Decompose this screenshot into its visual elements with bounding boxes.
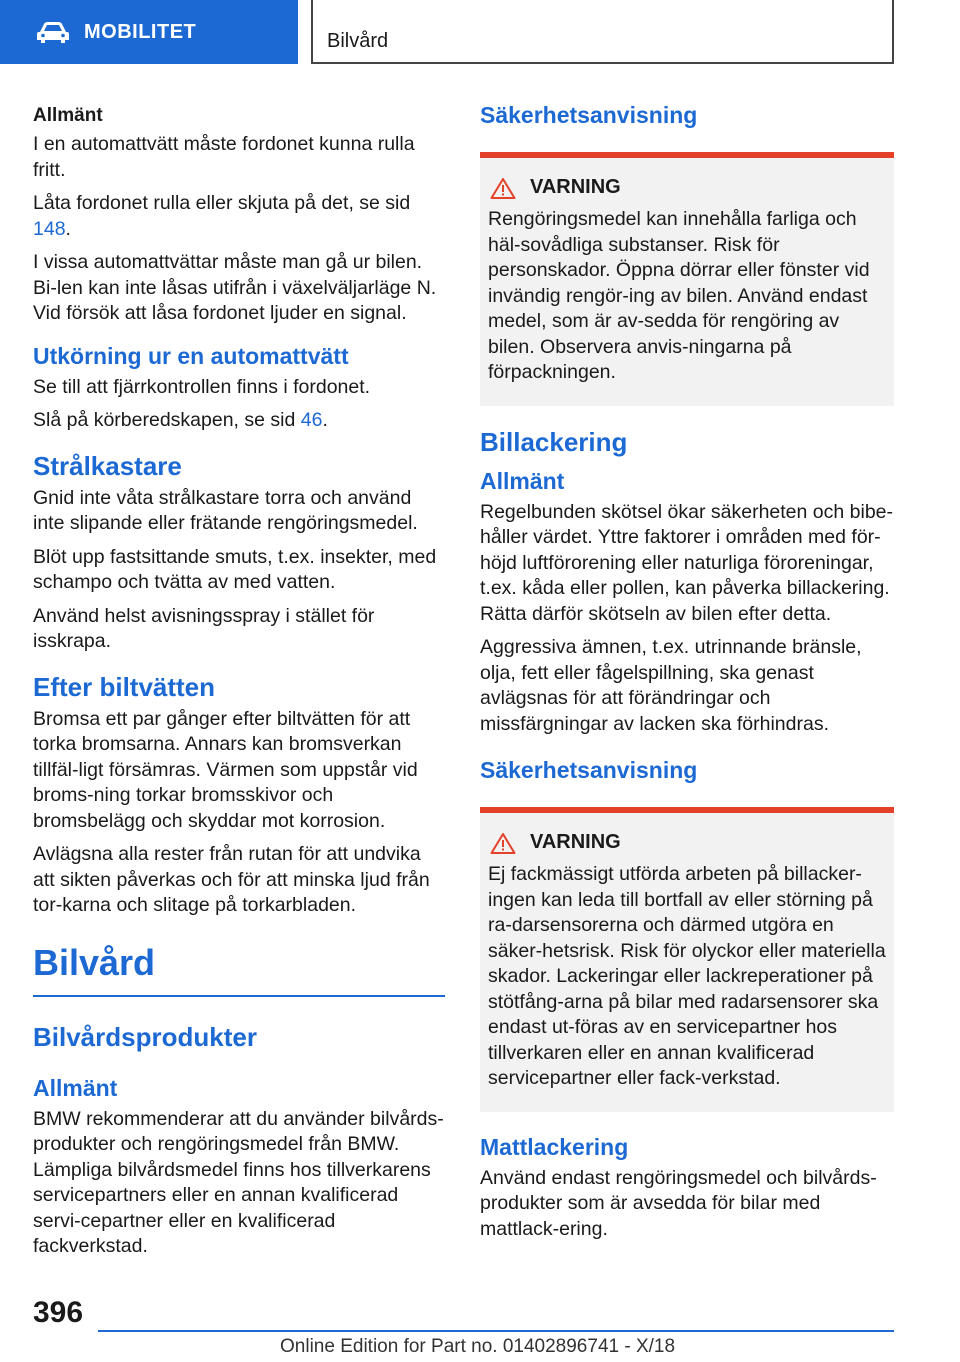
bilvard-heading: Bilvård [33,941,445,997]
sakerhetsanvisning-heading: Säkerhetsanvisning [480,757,698,783]
paragraph: I vissa automattvättar måste man gå ur bilen. Bi-len kan inte låsas utifrån i växelväljarläge N. Vid försök att låsa fordonet ljuder en signal. [33,251,437,324]
mattlackering-heading: Mattlackering [480,1133,629,1160]
warning-label: VARNING [530,831,621,853]
bilvardsprodukter-heading: Bilvårdsprodukter [33,1021,257,1052]
warning-title [488,176,886,199]
allmant-heading: Allmänt [33,1074,118,1101]
paragraph: Gnid inte våta strålkastare torra och använd inte slipande eller frätande rengöringsmedel. [33,486,418,534]
car-icon [36,20,70,44]
allmant-heading: Allmänt [33,105,103,126]
paragraph [33,191,445,242]
paragraph: Blöt upp fastsittande smuts, t.ex. insekter, med schampo och tvätta av med vatten. [33,545,437,593]
page-number: 396 [33,1296,84,1329]
paragraph-text: Slå på körberedskapen, se sid [33,409,301,431]
paragraph: Använd endast rengöringsmedel och bilvårds-produkter som är avsedda för bilar med mattlack-ering. [480,1166,877,1240]
paragraph: I en automattvätt måste fordonet kunna rulla fritt. [33,133,415,181]
left-column [33,100,445,1268]
paragraph: Aggressiva ämnen, t.ex. utrinnande bränsle, olja, fett eller fågelspillning, ska genast avlägsnas för att förändringar och missfärgningar av lacken ska förhindras. [480,636,862,735]
footer-divider [98,1330,894,1332]
warning-triangle-icon [490,177,516,199]
paragraph [33,408,445,434]
warning-text: Rengöringsmedel kan innehålla farliga och häl-sovådliga substanser. Risk för personskador. Öppna dörrar eller fönster vid invändig rengör-ing av bilen. Använd endast medel, som är av-sedda för rengöring av bilen. Observera anvis-ningarna på förpackningen. [488,208,870,383]
warning-title [488,831,886,854]
right-column [480,100,894,1250]
warning-box [480,807,894,1112]
page-link-46[interactable]: 46 [300,409,323,431]
efter-biltvatten-heading: Efter biltvätten [33,671,216,702]
paragraph: Bromsa ett par gånger efter biltvätten för att torka bromsarna. Annars kan bromsverkan tillfäl-ligt försämras. Värmen som uppstår vid broms-ning torkar bromsskivor och bromsbelägg och skyddar mot korrosion. [33,707,418,832]
section-tab[interactable] [0,0,298,64]
warning-triangle-icon [490,832,516,854]
page-link-148[interactable]: 148 [33,217,66,240]
billackering-heading: Billackering [480,426,628,457]
paragraph: Se till att fjärrkontrollen finns i fordonet. [33,375,371,398]
utkorning-heading: Utkörning ur en automattvätt [33,342,349,369]
warning-text: Ej fackmässigt utförda arbeten på billacker-ingen kan leda till bortfall av eller störning på ra-darsensorerna och därmed utgöra en säker-hetsrisk. Risk för olyckor eller materiella skador. Lackeringar eller lackreperationer på stötfång-arna på bilar med radarsensorer ska endast ut-föras av en servicepartner hos tillverkaren eller en annan kvalificerad servicepartner eller fack-verkstad. [488,863,886,1089]
paragraph: Avlägsna alla rester från rutan för att undvika att sikten påverkas och för att minska ljud från tor-karna och slitage på torkarbladen. [33,843,430,916]
paragraph-text: . [65,217,71,240]
warning-label: VARNING [530,176,621,198]
paragraph: Använd helst avisningsspray i stället för isskrapa. [33,604,375,652]
stralkastare-heading: Strålkastare [33,450,182,481]
breadcrumb-label: Bilvård [327,30,389,52]
breadcrumb [311,0,894,64]
paragraph: BMW rekommenderar att du använder bilvårds-produkter och rengöringsmedel från BMW. Lämpliga bilvårdsmedel finns hos tillverkarens servicepartners eller en annan kvalificerad servi-cepartner eller en kvalificerad fackverkstad. [33,1107,444,1257]
section-tab-label: MOBILITET [84,20,197,43]
paragraph-text: Låta fordonet rulla eller skjuta på det, se sid [33,192,411,214]
allmant-heading: Allmänt [480,467,565,494]
warning-box [480,152,894,406]
paragraph: Regelbunden skötsel ökar säkerheten och bibe-håller värdet. Yttre faktorer i områden med för-höjd luftförorening eller naturliga föroreningar, t.ex. kåda eller pollen, kan påverka billackering. Rätta därför skötseln av bilen efter detta. [480,500,894,625]
paragraph-text: . [322,409,328,431]
footer-edition: Online Edition for Part no. 01402896741 - X/18 [280,1336,676,1357]
sakerhetsanvisning-heading: Säkerhetsanvisning [480,102,698,128]
